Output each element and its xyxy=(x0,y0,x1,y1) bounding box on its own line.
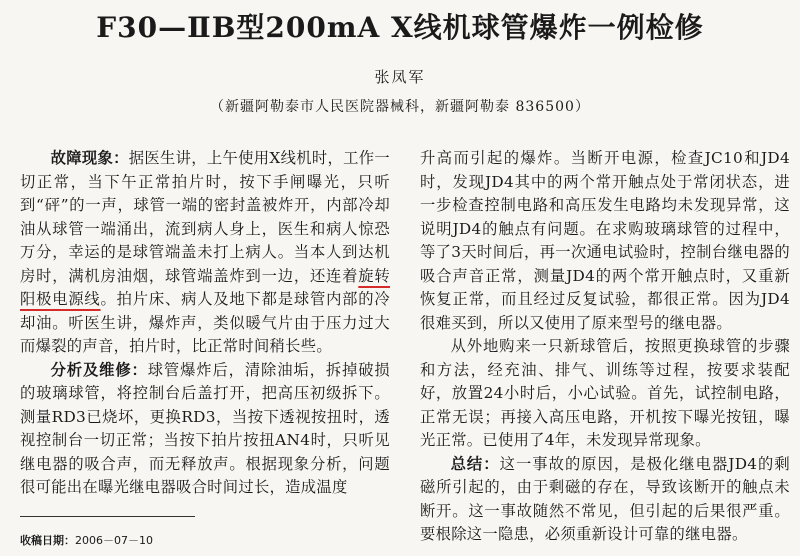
analysis-repair-heading: 分析及维修： xyxy=(50,360,148,379)
received-date-note xyxy=(20,532,153,548)
analysis-repair-text: 球管爆炸后，清除油垢，拆掉破损的玻璃球管，将控制台后盖打开，把高压初级拆下。测量RD3已烧坏，更换RD3，当按下透视按扭时，透视控制台一切正常；当按下拍片按扭AN4时，只听见继电器的吸合声，而无释放声。根据现象分析，问题很可能出在曝光继电器吸合时间过长，造成温度 xyxy=(20,360,390,496)
summary-text: 这一事故的原因，是极化继电器JD4的剩磁所引起的，由于剩磁的存在，导致该断开的触点未断开。这一事故随然不常见，但引起的后果很严重。要根除这一隐患，必须重新设计可靠的继电器。 xyxy=(420,454,790,543)
fault-phenomenon-text-b: 。拍片床、病人及地下都是球管内部的冷却油。听医生讲，爆炸声，类似暖气片由于压力过大而爆裂的声音，拍片时，比正常时间稍长些。 xyxy=(20,290,390,355)
right-column xyxy=(420,147,790,547)
fault-phenomenon-text-a: 据医生讲，上午使用X线机时，工作一切正常，当下午正常拍片时，按下手闸曝光，只听到“砰”的一声，球管一端的密封盖被炸开，内部冷却油从球管一端涌出，流到病人身上，医生和病人惊恐万分，幸运的是球管端盖未打上病人。当本人到达机房时，满机房油烟，球管端盖炸到一边，还连着 xyxy=(20,149,390,285)
footnote-divider xyxy=(20,516,195,517)
author-name: 张凤军 xyxy=(374,68,426,86)
left-column xyxy=(20,147,390,500)
author-affiliation: （新疆阿勒泰市人民医院器械科，新疆阿勒泰 836500） xyxy=(210,99,590,115)
fault-phenomenon-paragraph xyxy=(20,147,390,359)
fault-phenomenon-heading: 故障现象： xyxy=(50,149,129,167)
analysis-repair-paragraph xyxy=(20,359,390,500)
received-date-value: 2006－07－10 xyxy=(75,534,153,547)
summary-paragraph xyxy=(420,453,790,547)
highlighted-phrase: 旋转阳极电源线 xyxy=(20,266,390,308)
analysis-continued-paragraph: 升高而引起的爆炸。当断开电源，检查JC10和JD4时，发现JD4其中的两个常开触点处于常闭状态，进一步检查控制电路和高压发生电路均未发现异常，这说明JD4的触点有问题。在求购玻璃球管的过程中，等了3天时间后，再一次通电试验时，控制台继电器的吸合声音正常，测量JD4的两个常开触点时，又重新恢复正常，而且经过反复试验，都很正常。因为JD4很难买到，所以又使用了原来型号的继电器。 xyxy=(420,149,790,332)
replacement-paragraph: 从外地购来一只新球管后，按照更换球管的步骤和方法，经充油、排气、训练等过程，按要求装配好，放置24小时后，小心试验。首先，试控制电路，正常无误；再接入高压电路，开机按下曝光按钮，曝光正常。已使用了4年，未发现异常现象。 xyxy=(420,337,790,449)
summary-heading: 总结： xyxy=(450,454,500,473)
article-title: F30—ⅡB型200mA X线机球管爆炸一例检修 xyxy=(96,11,704,44)
received-date-label: 收稿日期： xyxy=(20,534,75,547)
